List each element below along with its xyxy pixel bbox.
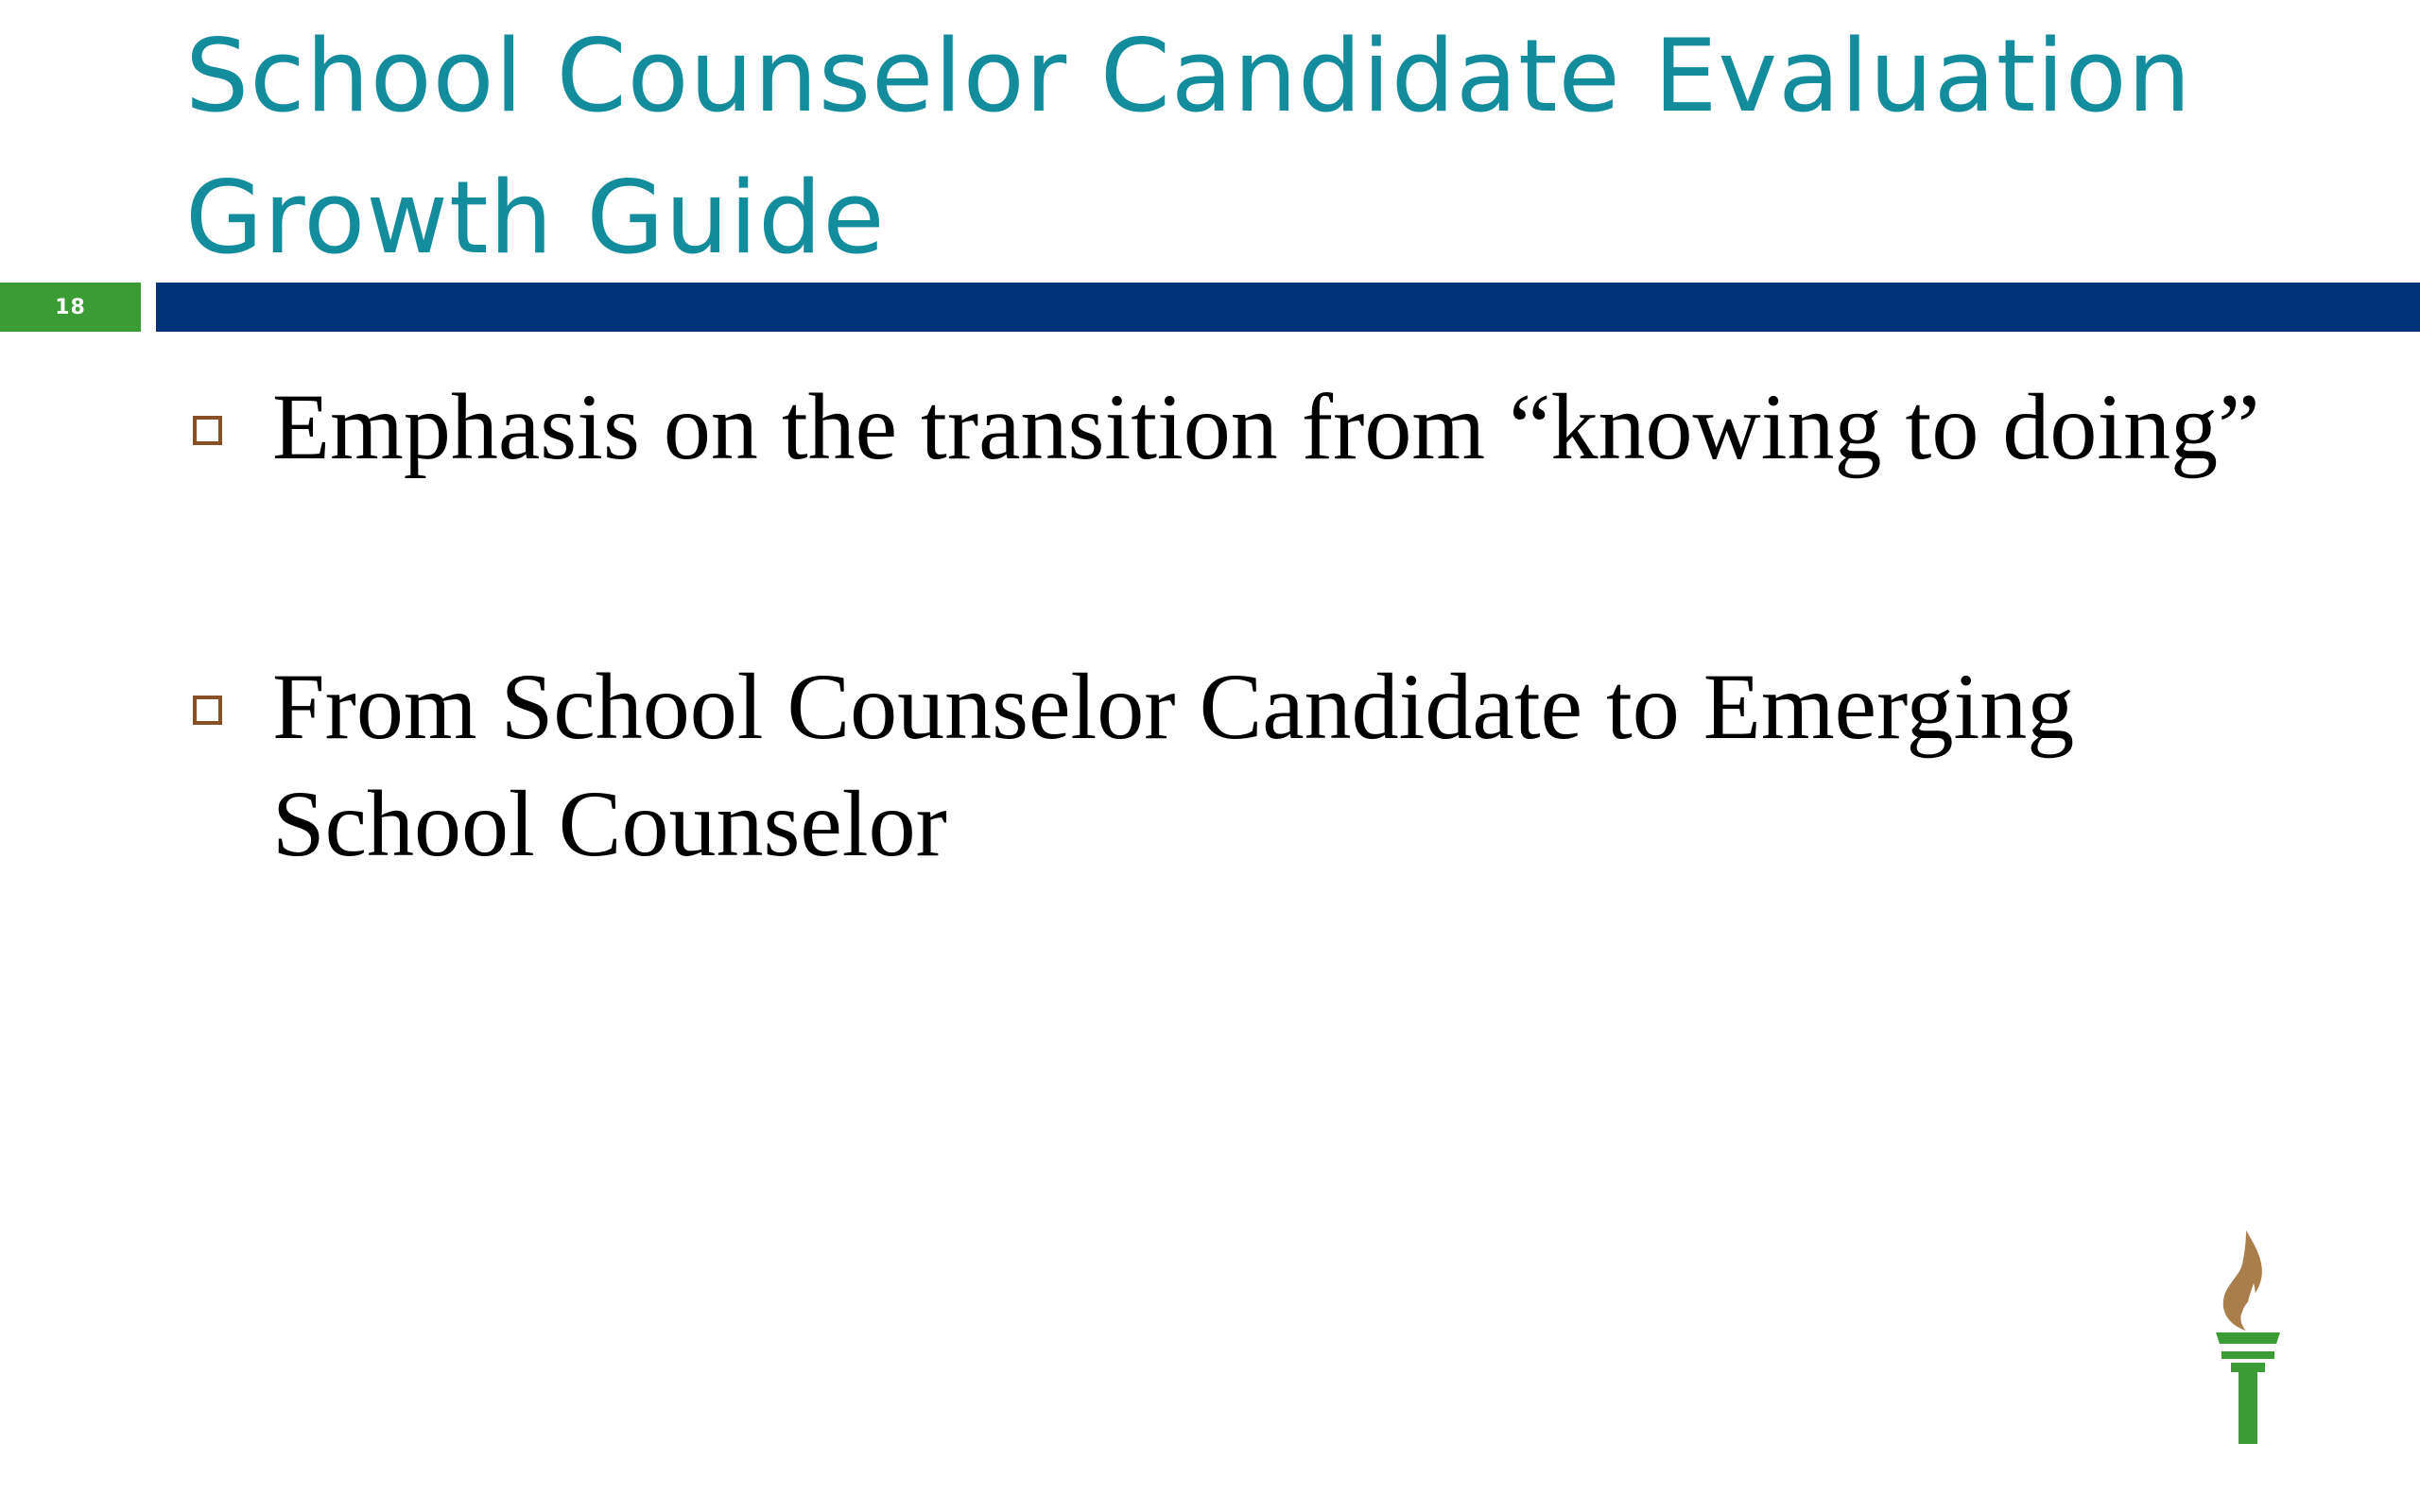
slide-number-badge [0,283,141,332]
torch-cup [2216,1332,2280,1344]
torch-band [2221,1351,2274,1359]
bullet-list [185,369,2265,883]
slide-title-line-2: Growth Guide [185,160,886,276]
slide-number: 18 [55,295,86,319]
slide-title [185,6,2322,289]
bullet-item [185,369,2265,486]
torch-icon [2201,1228,2295,1446]
title-divider-bar [156,283,2420,332]
torch-collar [2231,1363,2265,1372]
torch-flame [2223,1230,2262,1331]
slide-title-line-1: School Counselor Candidate Evaluation [185,18,2192,134]
bullet-text: Emphasis on the transition from “knowing to doing” [272,374,2260,479]
torch-handle [2238,1372,2257,1444]
bullet-item [185,648,2265,883]
bullet-text: From School Counselor Candidate to Emerging School Counselor [272,654,2075,876]
hollow-square-bullet-icon [193,416,222,445]
hollow-square-bullet-icon [193,696,222,725]
